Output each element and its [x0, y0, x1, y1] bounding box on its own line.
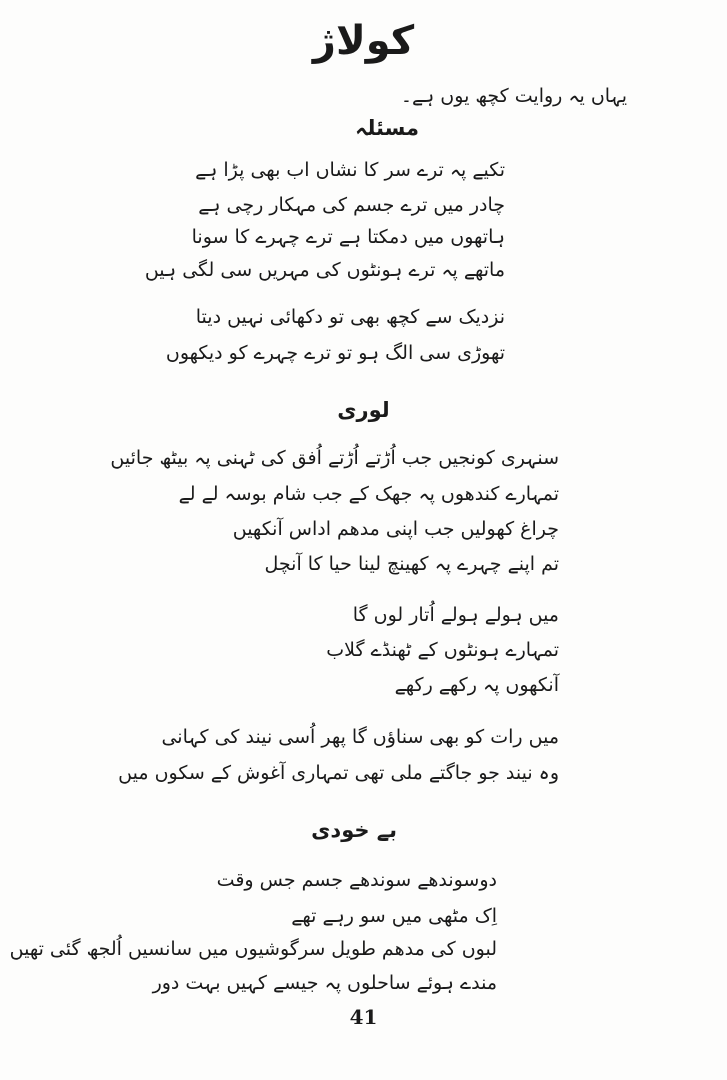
poem-line: تمہارے کندھوں پہ جھک کے جب شام بوسہ لے لے [178, 483, 559, 505]
poem-line: میں رات کو بھی سناؤں گا پھر اُسی نیند کی کہانی [161, 726, 559, 748]
poem-line: چادر میں ترے جسم کی مہکار رچی ہے [198, 194, 505, 216]
page-number: 41 [349, 1005, 378, 1029]
poem-line: وہ نیند جو جاگتے ملی تھی تمہاری آغوش کے سکوں میں [118, 762, 559, 784]
poem-line: نزدیک سے کچھ بھی تو دکھائی نہیں دیتا [195, 306, 505, 328]
poem-line: سنہری کونجیں جب اُڑتے اُڑتے اُفق کی ٹہنی پہ بیٹھ جائیں [110, 447, 559, 469]
poem-title-masla: مسئلہ [355, 116, 419, 140]
book-title: کولاژ [312, 18, 415, 64]
poem-line: تکیے پہ ترے سر کا نشاں اب بھی پڑا ہے [195, 159, 505, 181]
poem-line: چراغ کھولیں جب اپنی مدھم اداس آنکھیں [232, 518, 559, 540]
poem-line: مندے ہوئے ساحلوں پہ جیسے کہیں بہت دور [152, 972, 497, 994]
poem-line: اِک مٹھی میں سو رہے تھے [291, 905, 497, 927]
poem-line: دوسوندھے سوندھے جسم جس وقت [216, 869, 497, 891]
poem-line: ماتھے پہ ترے ہونٹوں کی مہریں سی لگی ہیں [144, 259, 505, 281]
poem-line: ہاتھوں میں دمکتا ہے ترے چہرے کا سونا [191, 226, 505, 248]
poem-line: تم اپنے چہرے پہ کھینچ لینا حیا کا آنچل [264, 553, 559, 575]
poem-line: لبوں کی مدھم طویل سرگوشیوں میں سانسیں اُلجھ گئی تھیں [9, 938, 497, 960]
poem-line: تمہارے ہونٹوں کے ٹھنڈے گلاب [326, 639, 559, 661]
poem-line: میں ہولے ہولے اُتار لوں گا [352, 604, 559, 626]
poem-title-bekhudi: بے خودی [311, 818, 397, 842]
poem-line: آنکھوں پہ رکھے رکھے [394, 674, 559, 696]
poem-line: تھوڑی سی الگ ہو تو ترے چہرے کو دیکھوں [165, 342, 505, 364]
intro-line: یہاں یہ روایت کچھ یوں ہے۔ [400, 85, 627, 107]
poem-title-lori: لوری [337, 398, 390, 422]
